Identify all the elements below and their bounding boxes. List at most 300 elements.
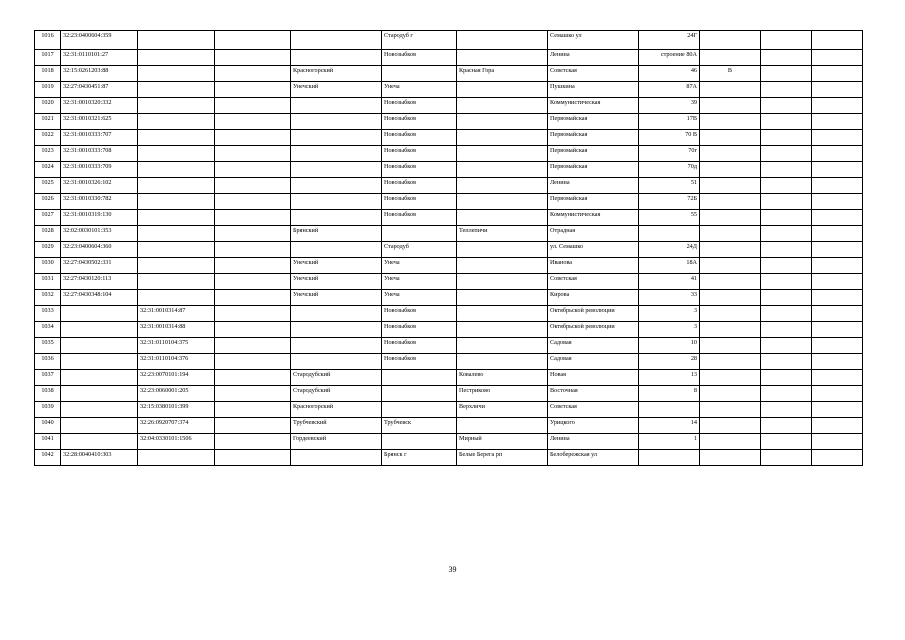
table-row bbox=[35, 386, 863, 402]
column-j-cell bbox=[761, 354, 812, 370]
cadastral-number-b-cell bbox=[138, 50, 215, 66]
house-number-cell: 3 bbox=[639, 306, 700, 322]
city-cell: Трубчевск bbox=[382, 418, 457, 434]
building-cell bbox=[700, 82, 761, 98]
city-cell: Новозыбков bbox=[382, 194, 457, 210]
table-row bbox=[35, 178, 863, 194]
row-number-cell: 1038 bbox=[35, 386, 61, 402]
column-k-cell bbox=[812, 210, 863, 226]
street-cell: ул. Семашко bbox=[548, 242, 639, 258]
district-cell: Унечский bbox=[291, 274, 382, 290]
city-cell: Стародуб г bbox=[382, 31, 457, 50]
table-row bbox=[35, 306, 863, 322]
cadastral-number-b-cell: 32:23:0060001:205 bbox=[138, 386, 215, 402]
house-number-cell: 24Д bbox=[639, 242, 700, 258]
column-c-cell bbox=[215, 322, 291, 338]
city-cell: Новозыбков bbox=[382, 146, 457, 162]
street-cell: Первомайская bbox=[548, 130, 639, 146]
cadastral-number-a-cell: 32:31:0010333:707 bbox=[61, 130, 138, 146]
building-cell bbox=[700, 402, 761, 418]
settlement-cell bbox=[457, 418, 548, 434]
row-number-cell: 1042 bbox=[35, 450, 61, 466]
building-cell bbox=[700, 242, 761, 258]
house-number-cell: 46 bbox=[639, 66, 700, 82]
building-cell bbox=[700, 418, 761, 434]
column-c-cell bbox=[215, 370, 291, 386]
row-number-cell: 1029 bbox=[35, 242, 61, 258]
column-k-cell bbox=[812, 31, 863, 50]
street-cell: Первомайская bbox=[548, 162, 639, 178]
house-number-cell: 41 bbox=[639, 274, 700, 290]
cadastral-number-a-cell: 32:15:0261203:88 bbox=[61, 66, 138, 82]
column-c-cell bbox=[215, 226, 291, 242]
column-k-cell bbox=[812, 274, 863, 290]
column-k-cell bbox=[812, 98, 863, 114]
settlement-cell bbox=[457, 306, 548, 322]
street-cell: Восточная bbox=[548, 386, 639, 402]
street-cell: Первомайская bbox=[548, 194, 639, 210]
registry-table-body bbox=[35, 31, 863, 466]
building-cell bbox=[700, 338, 761, 354]
settlement-cell: Ковалево bbox=[457, 370, 548, 386]
district-cell bbox=[291, 130, 382, 146]
building-cell bbox=[700, 370, 761, 386]
table-row bbox=[35, 450, 863, 466]
district-cell bbox=[291, 210, 382, 226]
row-number-cell: 1035 bbox=[35, 338, 61, 354]
column-k-cell bbox=[812, 354, 863, 370]
city-cell bbox=[382, 386, 457, 402]
cadastral-number-a-cell: 32:31:0010333:708 bbox=[61, 146, 138, 162]
column-j-cell bbox=[761, 386, 812, 402]
district-cell bbox=[291, 178, 382, 194]
column-c-cell bbox=[215, 66, 291, 82]
row-number-cell: 1017 bbox=[35, 50, 61, 66]
column-j-cell bbox=[761, 434, 812, 450]
settlement-cell: Пестриковo bbox=[457, 386, 548, 402]
cadastral-number-b-cell: 32:31:0010314:87 bbox=[138, 306, 215, 322]
cadastral-number-a-cell: 32:23:0400604:359 bbox=[61, 31, 138, 50]
house-number-cell bbox=[639, 226, 700, 242]
house-number-cell: 70г bbox=[639, 146, 700, 162]
column-k-cell bbox=[812, 450, 863, 466]
row-number-cell: 1016 bbox=[35, 31, 61, 50]
street-cell: Октябрьской революции bbox=[548, 322, 639, 338]
row-number-cell: 1041 bbox=[35, 434, 61, 450]
row-number-cell: 1023 bbox=[35, 146, 61, 162]
street-cell: Коммунистическая bbox=[548, 210, 639, 226]
settlement-cell bbox=[457, 242, 548, 258]
cadastral-number-b-cell bbox=[138, 450, 215, 466]
district-cell bbox=[291, 306, 382, 322]
table-row bbox=[35, 50, 863, 66]
column-c-cell bbox=[215, 434, 291, 450]
registry-table bbox=[34, 30, 863, 466]
district-cell: Брянский bbox=[291, 226, 382, 242]
settlement-cell bbox=[457, 322, 548, 338]
column-j-cell bbox=[761, 114, 812, 130]
cadastral-number-b-cell bbox=[138, 66, 215, 82]
column-c-cell bbox=[215, 274, 291, 290]
settlement-cell bbox=[457, 82, 548, 98]
column-j-cell bbox=[761, 50, 812, 66]
column-c-cell bbox=[215, 386, 291, 402]
row-number-cell: 1034 bbox=[35, 322, 61, 338]
cadastral-number-b-cell bbox=[138, 146, 215, 162]
column-j-cell bbox=[761, 210, 812, 226]
table-row bbox=[35, 402, 863, 418]
settlement-cell: Теплепичи bbox=[457, 226, 548, 242]
street-cell: Ленина bbox=[548, 178, 639, 194]
settlement-cell bbox=[457, 290, 548, 306]
column-c-cell bbox=[215, 98, 291, 114]
cadastral-number-b-cell: 32:31:0110104:376 bbox=[138, 354, 215, 370]
column-c-cell bbox=[215, 418, 291, 434]
settlement-cell bbox=[457, 354, 548, 370]
column-k-cell bbox=[812, 370, 863, 386]
district-cell bbox=[291, 322, 382, 338]
cadastral-number-b-cell bbox=[138, 194, 215, 210]
street-cell: Советская bbox=[548, 274, 639, 290]
column-c-cell bbox=[215, 242, 291, 258]
cadastral-number-a-cell bbox=[61, 306, 138, 322]
district-cell: Гордеевский bbox=[291, 434, 382, 450]
city-cell: Унеча bbox=[382, 258, 457, 274]
building-cell bbox=[700, 50, 761, 66]
settlement-cell bbox=[457, 146, 548, 162]
building-cell bbox=[700, 210, 761, 226]
house-number-cell: 33 bbox=[639, 290, 700, 306]
row-number-cell: 1021 bbox=[35, 114, 61, 130]
house-number-cell: 8 bbox=[639, 386, 700, 402]
city-cell: Новозыбков bbox=[382, 98, 457, 114]
table-row bbox=[35, 290, 863, 306]
column-j-cell bbox=[761, 82, 812, 98]
house-number-cell: 24Г bbox=[639, 31, 700, 50]
row-number-cell: 1026 bbox=[35, 194, 61, 210]
cadastral-number-a-cell: 32:31:0010330:782 bbox=[61, 194, 138, 210]
column-k-cell bbox=[812, 434, 863, 450]
building-cell bbox=[700, 258, 761, 274]
column-c-cell bbox=[215, 50, 291, 66]
column-k-cell bbox=[812, 82, 863, 98]
table-row bbox=[35, 162, 863, 178]
cadastral-number-a-cell bbox=[61, 418, 138, 434]
cadastral-number-b-cell: 32:26:0920707:374 bbox=[138, 418, 215, 434]
column-k-cell bbox=[812, 66, 863, 82]
building-cell bbox=[700, 322, 761, 338]
cadastral-number-a-cell: 32:27:0430451:87 bbox=[61, 82, 138, 98]
house-number-cell: 17В bbox=[639, 114, 700, 130]
city-cell: Новозыбков bbox=[382, 322, 457, 338]
settlement-cell bbox=[457, 98, 548, 114]
street-cell: Садовая bbox=[548, 354, 639, 370]
district-cell: Стародубский bbox=[291, 370, 382, 386]
building-cell bbox=[700, 130, 761, 146]
street-cell: Первомайская bbox=[548, 146, 639, 162]
column-j-cell bbox=[761, 338, 812, 354]
column-k-cell bbox=[812, 386, 863, 402]
city-cell: Унеча bbox=[382, 290, 457, 306]
building-cell bbox=[700, 274, 761, 290]
street-cell: Новая bbox=[548, 370, 639, 386]
house-number-cell bbox=[639, 450, 700, 466]
district-cell bbox=[291, 146, 382, 162]
column-c-cell bbox=[215, 130, 291, 146]
column-k-cell bbox=[812, 322, 863, 338]
house-number-cell bbox=[639, 402, 700, 418]
cadastral-number-a-cell bbox=[61, 402, 138, 418]
column-c-cell bbox=[215, 178, 291, 194]
row-number-cell: 1037 bbox=[35, 370, 61, 386]
settlement-cell bbox=[457, 162, 548, 178]
house-number-cell: 18А bbox=[639, 258, 700, 274]
cadastral-number-b-cell: 32:15:0380101:399 bbox=[138, 402, 215, 418]
settlement-cell: Белые Берега рп bbox=[457, 450, 548, 466]
district-cell bbox=[291, 50, 382, 66]
settlement-cell bbox=[457, 31, 548, 50]
house-number-cell: 70 В bbox=[639, 130, 700, 146]
house-number-cell: 1 bbox=[639, 434, 700, 450]
street-cell: Ленина bbox=[548, 50, 639, 66]
row-number-cell: 1027 bbox=[35, 210, 61, 226]
building-cell bbox=[700, 290, 761, 306]
district-cell bbox=[291, 354, 382, 370]
row-number-cell: 1020 bbox=[35, 98, 61, 114]
page-number: 39 bbox=[448, 565, 457, 574]
cadastral-number-b-cell bbox=[138, 31, 215, 50]
district-cell: Унечский bbox=[291, 290, 382, 306]
column-j-cell bbox=[761, 146, 812, 162]
table-row bbox=[35, 434, 863, 450]
table-row bbox=[35, 226, 863, 242]
cadastral-number-a-cell: 32:27:0430120:113 bbox=[61, 274, 138, 290]
street-cell: Кирова bbox=[548, 290, 639, 306]
column-k-cell bbox=[812, 226, 863, 242]
column-j-cell bbox=[761, 162, 812, 178]
district-cell bbox=[291, 338, 382, 354]
street-cell: Советская bbox=[548, 66, 639, 82]
table-row bbox=[35, 258, 863, 274]
building-cell bbox=[700, 306, 761, 322]
city-cell: Новозыбков bbox=[382, 338, 457, 354]
column-j-cell bbox=[761, 274, 812, 290]
building-cell bbox=[700, 194, 761, 210]
house-number-cell: 14 bbox=[639, 418, 700, 434]
cadastral-number-a-cell: 32:31:0110101:27 bbox=[61, 50, 138, 66]
cadastral-number-a-cell: 32:27:0430502:331 bbox=[61, 258, 138, 274]
building-cell bbox=[700, 114, 761, 130]
table-row bbox=[35, 114, 863, 130]
city-cell: Новозыбков bbox=[382, 130, 457, 146]
house-number-cell: 39 bbox=[639, 98, 700, 114]
city-cell bbox=[382, 226, 457, 242]
street-cell: Семашко ул bbox=[548, 31, 639, 50]
column-c-cell bbox=[215, 210, 291, 226]
house-number-cell: 55 bbox=[639, 210, 700, 226]
street-cell: Отрадная bbox=[548, 226, 639, 242]
column-k-cell bbox=[812, 258, 863, 274]
district-cell: Красногорский bbox=[291, 402, 382, 418]
row-number-cell: 1030 bbox=[35, 258, 61, 274]
column-k-cell bbox=[812, 290, 863, 306]
building-cell bbox=[700, 146, 761, 162]
cadastral-number-b-cell bbox=[138, 226, 215, 242]
column-k-cell bbox=[812, 194, 863, 210]
city-cell: Новозыбков bbox=[382, 178, 457, 194]
column-j-cell bbox=[761, 402, 812, 418]
street-cell: Пушкина bbox=[548, 82, 639, 98]
column-k-cell bbox=[812, 114, 863, 130]
settlement-cell bbox=[457, 50, 548, 66]
column-k-cell bbox=[812, 242, 863, 258]
cadastral-number-a-cell bbox=[61, 370, 138, 386]
column-j-cell bbox=[761, 370, 812, 386]
table-row bbox=[35, 98, 863, 114]
cadastral-number-a-cell: 32:27:0430348:104 bbox=[61, 290, 138, 306]
table-row bbox=[35, 242, 863, 258]
house-number-cell: 10 bbox=[639, 338, 700, 354]
district-cell: Унечский bbox=[291, 258, 382, 274]
building-cell bbox=[700, 434, 761, 450]
settlement-cell bbox=[457, 258, 548, 274]
row-number-cell: 1024 bbox=[35, 162, 61, 178]
table-row bbox=[35, 274, 863, 290]
city-cell bbox=[382, 370, 457, 386]
table-row bbox=[35, 194, 863, 210]
cadastral-number-b-cell bbox=[138, 258, 215, 274]
column-c-cell bbox=[215, 354, 291, 370]
settlement-cell: Верхличи bbox=[457, 402, 548, 418]
row-number-cell: 1032 bbox=[35, 290, 61, 306]
column-k-cell bbox=[812, 146, 863, 162]
city-cell bbox=[382, 434, 457, 450]
cadastral-number-b-cell: 32:23:0070101:194 bbox=[138, 370, 215, 386]
district-cell bbox=[291, 31, 382, 50]
building-cell: В bbox=[700, 66, 761, 82]
street-cell: Коммунистическая bbox=[548, 98, 639, 114]
row-number-cell: 1025 bbox=[35, 178, 61, 194]
district-cell bbox=[291, 242, 382, 258]
column-j-cell bbox=[761, 258, 812, 274]
column-k-cell bbox=[812, 50, 863, 66]
column-c-cell bbox=[215, 146, 291, 162]
house-number-cell: 13 bbox=[639, 370, 700, 386]
column-c-cell bbox=[215, 82, 291, 98]
table-row bbox=[35, 146, 863, 162]
city-cell: Новозыбков bbox=[382, 306, 457, 322]
settlement-cell bbox=[457, 114, 548, 130]
house-number-cell: строение 80А bbox=[639, 50, 700, 66]
column-k-cell bbox=[812, 402, 863, 418]
column-c-cell bbox=[215, 402, 291, 418]
district-cell bbox=[291, 162, 382, 178]
settlement-cell bbox=[457, 194, 548, 210]
cadastral-number-a-cell: 32:31:0010326:102 bbox=[61, 178, 138, 194]
city-cell: Новозыбков bbox=[382, 162, 457, 178]
table-row bbox=[35, 418, 863, 434]
column-j-cell bbox=[761, 31, 812, 50]
settlement-cell bbox=[457, 210, 548, 226]
row-number-cell: 1022 bbox=[35, 130, 61, 146]
city-cell: Унеча bbox=[382, 274, 457, 290]
column-c-cell bbox=[215, 290, 291, 306]
row-number-cell: 1028 bbox=[35, 226, 61, 242]
cadastral-number-b-cell bbox=[138, 114, 215, 130]
table-row bbox=[35, 338, 863, 354]
row-number-cell: 1019 bbox=[35, 82, 61, 98]
district-cell bbox=[291, 114, 382, 130]
settlement-cell bbox=[457, 338, 548, 354]
building-cell bbox=[700, 162, 761, 178]
district-cell bbox=[291, 450, 382, 466]
cadastral-number-a-cell bbox=[61, 354, 138, 370]
row-number-cell: 1040 bbox=[35, 418, 61, 434]
cadastral-number-a-cell: 32:28:0040410:303 bbox=[61, 450, 138, 466]
table-row bbox=[35, 354, 863, 370]
street-cell: Первомайская bbox=[548, 114, 639, 130]
table-row bbox=[35, 66, 863, 82]
city-cell: Новозыбков bbox=[382, 210, 457, 226]
cadastral-number-b-cell bbox=[138, 82, 215, 98]
column-c-cell bbox=[215, 306, 291, 322]
column-c-cell bbox=[215, 450, 291, 466]
cadastral-number-b-cell bbox=[138, 290, 215, 306]
building-cell bbox=[700, 98, 761, 114]
cadastral-number-b-cell bbox=[138, 130, 215, 146]
cadastral-number-b-cell: 32:31:0110104:375 bbox=[138, 338, 215, 354]
column-c-cell bbox=[215, 338, 291, 354]
city-cell: Унеча bbox=[382, 82, 457, 98]
cadastral-number-a-cell bbox=[61, 338, 138, 354]
cadastral-number-b-cell bbox=[138, 274, 215, 290]
row-number-cell: 1036 bbox=[35, 354, 61, 370]
column-j-cell bbox=[761, 194, 812, 210]
cadastral-number-a-cell: 32:23:0400604:360 bbox=[61, 242, 138, 258]
district-cell: Унечский bbox=[291, 82, 382, 98]
district-cell: Трубчевский bbox=[291, 418, 382, 434]
column-j-cell bbox=[761, 306, 812, 322]
house-number-cell: 3 bbox=[639, 322, 700, 338]
city-cell bbox=[382, 402, 457, 418]
street-cell: Иванова bbox=[548, 258, 639, 274]
cadastral-number-a-cell: 32:31:0010320:332 bbox=[61, 98, 138, 114]
table-row bbox=[35, 82, 863, 98]
building-cell bbox=[700, 226, 761, 242]
column-j-cell bbox=[761, 178, 812, 194]
district-cell bbox=[291, 98, 382, 114]
city-cell: Брянск г bbox=[382, 450, 457, 466]
cadastral-number-a-cell bbox=[61, 386, 138, 402]
settlement-cell: Мирный bbox=[457, 434, 548, 450]
building-cell bbox=[700, 354, 761, 370]
column-k-cell bbox=[812, 418, 863, 434]
settlement-cell bbox=[457, 178, 548, 194]
table-row bbox=[35, 31, 863, 50]
city-cell: Новозыбков bbox=[382, 354, 457, 370]
building-cell bbox=[700, 31, 761, 50]
street-cell: Октябрьской революции bbox=[548, 306, 639, 322]
cadastral-number-a-cell bbox=[61, 434, 138, 450]
street-cell: Урицкого bbox=[548, 418, 639, 434]
city-cell bbox=[382, 66, 457, 82]
street-cell: Белобережская ул bbox=[548, 450, 639, 466]
row-number-cell: 1033 bbox=[35, 306, 61, 322]
cadastral-number-a-cell: 32:31:0010321:625 bbox=[61, 114, 138, 130]
district-cell: Красногорский bbox=[291, 66, 382, 82]
column-c-cell bbox=[215, 258, 291, 274]
district-cell: Стародубский bbox=[291, 386, 382, 402]
